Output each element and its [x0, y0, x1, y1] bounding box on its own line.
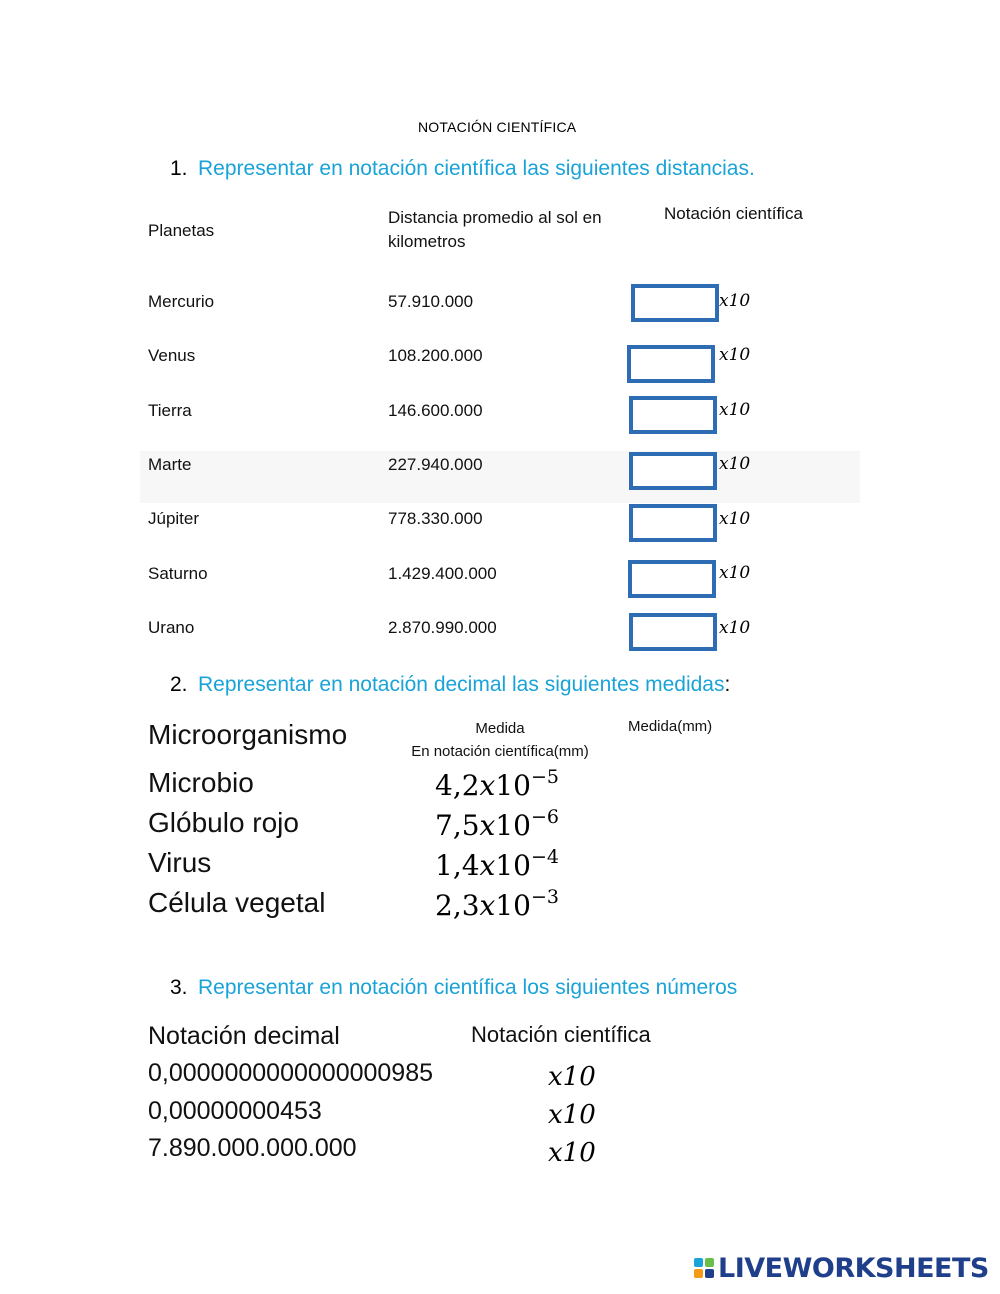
liveworksheets-icon: [694, 1258, 714, 1278]
planet-name: Venus: [148, 346, 196, 365]
header-measure-line1: Medida: [475, 720, 525, 737]
mantissa: 4,2: [435, 769, 480, 802]
mantissa: 1,4: [435, 849, 480, 882]
times-sign: x: [479, 849, 496, 882]
question-2-number: 2.: [170, 673, 188, 696]
planet-distance: 2.870.990.000: [388, 618, 497, 637]
planet-distance: 57.910.000: [388, 292, 474, 311]
times-ten-label: x10: [719, 345, 751, 365]
exponent: −6: [530, 806, 559, 828]
decimal-number: 0,0000000000000000985: [148, 1059, 434, 1087]
liveworksheets-brand: LIVEWORKSHEETS: [718, 1252, 989, 1284]
exponent: −5: [530, 766, 559, 788]
planet-distance: 227.940.000: [388, 455, 483, 474]
base: 10: [495, 889, 531, 922]
times-sign: x: [479, 769, 496, 802]
page-title: NOTACIÓN CIENTÍFICA: [418, 119, 577, 135]
times-ten-label: x10: [548, 1138, 596, 1168]
decimal-number: 7.890.000.000.000: [148, 1134, 357, 1162]
planet-name: Saturno: [148, 564, 208, 583]
base: 10: [495, 849, 531, 882]
mantissa: 7,5: [435, 809, 480, 842]
scientific-value: [435, 806, 559, 842]
times-ten-label: x10: [719, 563, 751, 583]
times-ten-label: x10: [719, 509, 751, 529]
organism-name: Virus: [148, 847, 212, 878]
answer-input-jupiter[interactable]: [629, 504, 717, 542]
header-decimal-notation: Notación decimal: [148, 1022, 340, 1050]
answer-input-tierra[interactable]: [629, 396, 717, 434]
planet-name: Mercurio: [148, 292, 215, 311]
question-1-text: Representar en notación científica las siguientes distancias.: [198, 157, 755, 180]
organism-name: Glóbulo rojo: [148, 807, 299, 838]
answer-input-urano[interactable]: [629, 613, 717, 651]
times-ten-label: x10: [719, 618, 751, 638]
planet-name: Marte: [148, 455, 192, 474]
planet-distance: 778.330.000: [388, 509, 483, 528]
answer-input-mercurio[interactable]: [631, 284, 719, 322]
scientific-value: [435, 766, 559, 802]
planet-name: Urano: [148, 618, 195, 637]
times-ten-label: x10: [719, 400, 751, 420]
planet-distance: 1.429.400.000: [388, 564, 497, 583]
answer-input-saturno[interactable]: [628, 560, 716, 598]
planet-distance: 108.200.000: [388, 346, 483, 365]
header-scientific-notation: Notación científica: [664, 204, 803, 223]
header-scientific-notation: Notación científica: [471, 1022, 651, 1047]
planet-distance: 146.600.000: [388, 401, 483, 420]
header-microorganism: Microorganismo: [148, 719, 348, 750]
times-ten-label: x10: [548, 1100, 596, 1130]
organism-name: Célula vegetal: [148, 887, 326, 918]
planet-name: Júpiter: [148, 509, 200, 528]
times-ten-label: x10: [548, 1062, 596, 1092]
question-2-colon: :: [724, 673, 731, 696]
times-ten-label: x10: [719, 291, 751, 311]
mantissa: 2,3: [435, 889, 480, 922]
planet-name: Tierra: [148, 401, 192, 420]
scientific-value: [435, 886, 559, 922]
header-planets: Planetas: [148, 221, 215, 240]
question-2-line: [198, 673, 730, 697]
base: 10: [495, 809, 531, 842]
question-2-text: Representar en notación decimal las siguientes medidas: [198, 673, 725, 696]
organism-name: Microbio: [148, 767, 254, 798]
liveworksheets-logo[interactable]: [694, 1250, 989, 1286]
question-1-number: 1.: [170, 157, 188, 180]
header-measure: [390, 717, 610, 763]
answer-input-marte[interactable]: [629, 452, 717, 490]
scientific-value: [435, 846, 559, 882]
highlight-row: [140, 451, 860, 503]
question-3-text: Representar en notación científica los siguientes números: [198, 976, 738, 999]
base: 10: [495, 769, 531, 802]
exponent: −3: [530, 886, 559, 908]
answer-input-venus[interactable]: [627, 345, 715, 383]
header-distance: Distancia promedio al sol en kilometros: [388, 208, 602, 251]
times-sign: x: [479, 889, 496, 922]
header-measure-line2: En notación científica(mm): [411, 743, 589, 760]
header-decimal-measure: Medida(mm): [628, 718, 713, 735]
exponent: −4: [530, 846, 559, 868]
decimal-number: 0,00000000453: [148, 1097, 322, 1125]
question-3-number: 3.: [170, 976, 188, 999]
times-ten-label: x10: [719, 454, 751, 474]
times-sign: x: [479, 809, 496, 842]
